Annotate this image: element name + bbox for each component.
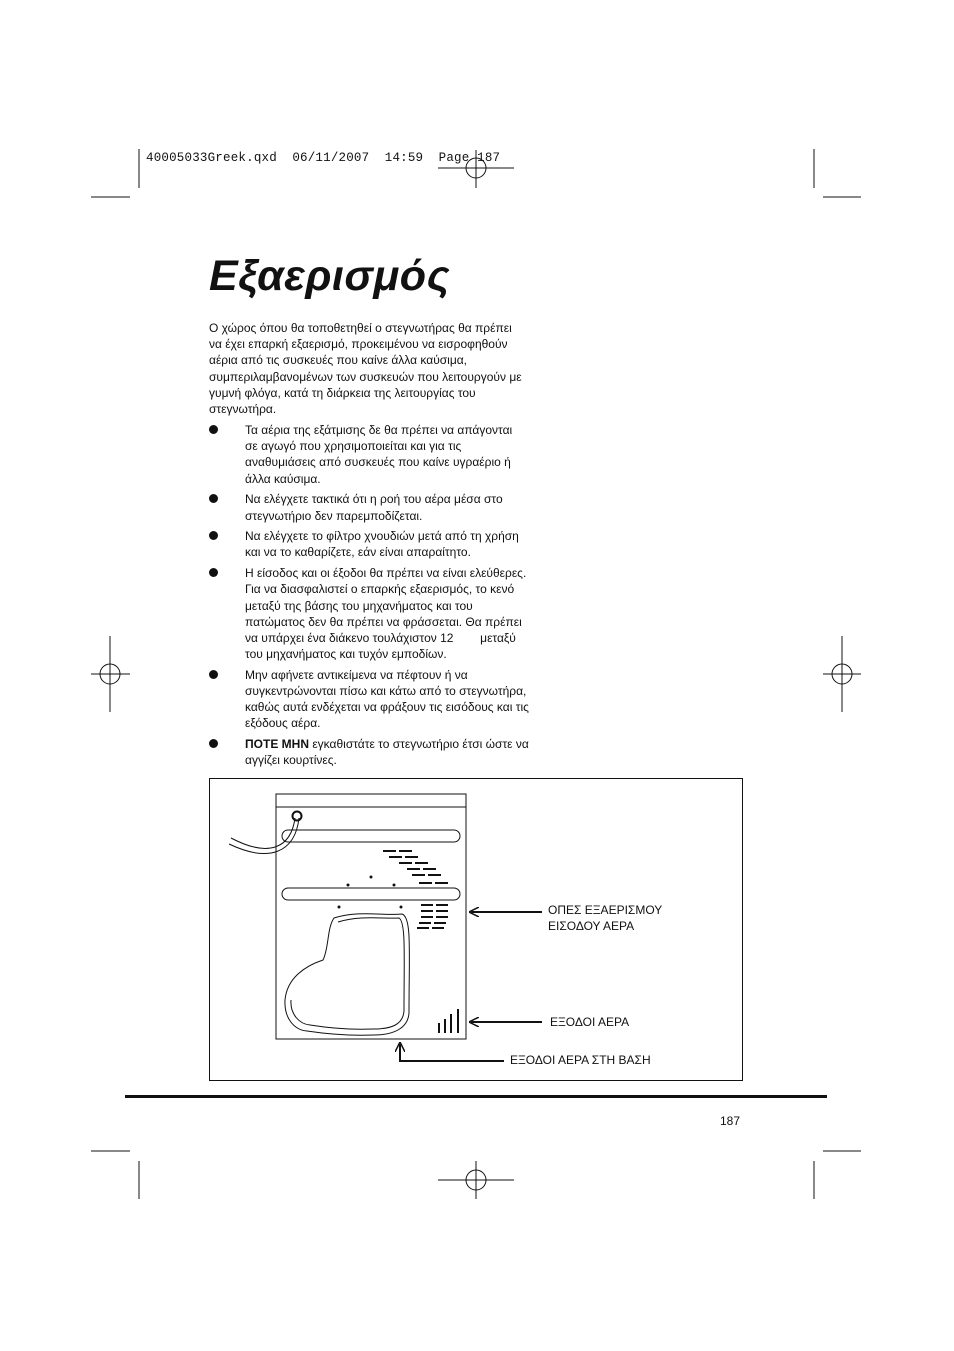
bullet-icon xyxy=(209,739,218,748)
base-outlets-callout: ΕΞΟΔΟΙ ΑΕΡΑ ΣΤΗ ΒΑΣΗ xyxy=(510,1053,651,1067)
intro-line: γυμνή φλόγα, κατά τη διάρκεια της λειτουργίας του xyxy=(209,385,476,400)
base-outlet-arrow xyxy=(400,1044,504,1061)
list-item: Να ελέγχετε το φίλτρο χνουδιών μετά από τη χρήση και να το καθαρίζετε, εάν είναι απαραίτητο. xyxy=(209,528,554,560)
ventilation-guidelines-list xyxy=(209,422,554,773)
page-title: Εξαερισμός xyxy=(209,252,450,300)
bullet-icon xyxy=(209,425,218,434)
intake-vents-callout: ΟΠΕΣ ΕΞΑΕΡΙΣΜΟΥ ΕΙΣΟΔΟΥ ΑΕΡΑ xyxy=(548,903,663,933)
intro-line: Ο χώρος όπου θα τοποθετηθεί ο στεγνωτήρας θα πρέπει xyxy=(209,321,512,335)
air-outlets-callout: ΕΞΟΔΟΙ ΑΕΡΑ xyxy=(550,1015,630,1029)
dryer-illustration xyxy=(209,778,743,1081)
intro-line: συμπεριλαμβανομένων των συσκευών που λειτουργούν με xyxy=(209,369,522,384)
page-number: 187 xyxy=(720,1114,741,1128)
list-item: ΠΟΤΕ ΜΗΝ εγκαθιστάτε το στεγνωτήριο έτσι ώστε να αγγίζει κουρτίνες. xyxy=(209,736,554,768)
list-item: Η είσοδος και οι έξοδοι θα πρέπει να είναι ελεύθερες. Για να διασφαλιστεί ο επαρκής εξαερισμός, το κενό μεταξύ της βάσης του μηχανήματος και του πατώματος δεν θα πρέπει να φράσσεται. Θα πρέπει να υπάρχει ένα διάκενο τουλάχιστον 12 μεταξύ του μηχανήματος και τυχόν εμποδίων. xyxy=(209,565,554,662)
bullet-icon xyxy=(209,494,218,503)
intro-line: στεγνωτήρα. xyxy=(209,402,277,417)
bullet-icon xyxy=(209,670,218,679)
file-info-header: 40005033Greek.qxd 06/11/2007 14:59 Page 187 xyxy=(146,151,501,165)
list-item: Τα αέρια της εξάτμισης δε θα πρέπει να απάγονται σε αγωγό που χρησιμοποιείται και για τις αναθυμιάσεις από συσκευές που καίνε υγραέριο ή άλλα καύσιμα. xyxy=(209,422,554,487)
bullet-icon xyxy=(209,568,218,577)
intro-paragraph xyxy=(209,320,554,417)
dryer-ventilation-figure xyxy=(209,778,743,1081)
intro-line: να έχει επαρκή εξαερισμό, προκειμένου να εισροφηθούν xyxy=(209,337,508,352)
intro-line: αέρια από τις συσκευές που καίνε άλλα καύσιμα, xyxy=(209,353,468,368)
list-item: Μην αφήνετε αντικείμενα να πέφτουν ή να συγκεντρώνονται πίσω και κάτω από το στεγνωτήρα, καθώς αυτά ενδέχεται να φράξουν τις εισόδους και τις εξόδους αέρα. xyxy=(209,667,554,732)
warning-prefix: ΠΟΤΕ ΜΗΝ xyxy=(245,737,309,752)
bullet-icon xyxy=(209,531,218,540)
footer-rule xyxy=(125,1095,827,1098)
list-item: Να ελέγχετε τακτικά ότι η ροή του αέρα μέσα στο στεγνωτήριο δεν παρεμποδίζεται. xyxy=(209,491,554,523)
